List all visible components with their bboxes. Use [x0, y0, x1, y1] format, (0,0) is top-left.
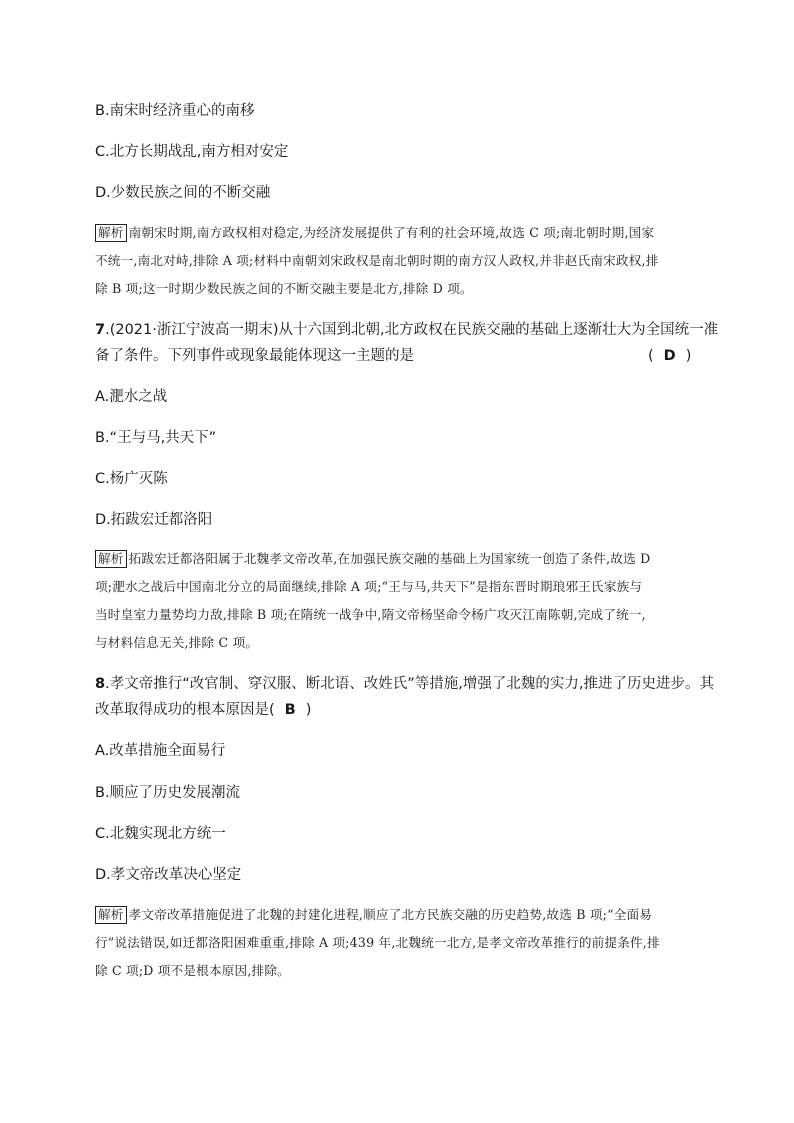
q8-explanation-line-2: 行”说法错误,如迁都洛阳困难重重,排除 A 项;439 年,北魏统一北方,是孝文帝改革推行的前提条件,排	[95, 935, 660, 950]
q7-stem-line-2: 备了条件。下列事件或现象最能体现这一主题的是	[95, 348, 414, 364]
q8-stem-line-2: 改革取得成功的根本原因是( B )	[95, 702, 312, 718]
q7-option-b: B.“王与马,共天下”	[95, 430, 217, 446]
q8-stem-line-1: 8.孝文帝推行“改官制、穿汉服、断北语、改姓氏”等措施,增强了北魏的实力,推进了历史进步。其	[95, 676, 714, 692]
q7-answer-letter: D	[663, 348, 676, 364]
q7-explanation-line-2: 项;淝水之战后中国南北分立的局面继续,排除 A 项;“王与马,共天下”是指东晋时期琅邪王氏家族与	[95, 579, 643, 594]
q8-answer-letter: B	[284, 702, 296, 718]
q7-number: 7	[95, 322, 106, 338]
q7-answer: ( D )	[648, 348, 692, 364]
q7-explanation-line-1: 解析 拓跋宏迁都洛阳属于北魏孝文帝改革,在加强民族交融的基础上为国家统一创造了条件,故选 D	[95, 549, 650, 569]
q6-option-b: B.南宋时经济重心的南移	[95, 103, 255, 119]
q7-option-d: D.拓跋宏迁都洛阳	[95, 512, 213, 528]
q8-option-b: B.顺应了历史发展潮流	[95, 785, 241, 801]
q8-explanation-line-3: 除 C 项;D 项不是根本原因,排除。	[95, 963, 290, 978]
q6-explanation-line-2: 不统一,南北对峙,排除 A 项;材料中南朝刘宋政权是南北朝时期的南方汉人政权,并非赵氏南宋政权,排	[95, 253, 659, 268]
q7-option-c: C.杨广灭陈	[95, 471, 168, 487]
q7-explanation-line-4: 与材料信息无关,排除 C 项。	[95, 635, 259, 650]
explanation-tag: 解析	[95, 550, 127, 568]
q8-option-a: A.改革措施全面易行	[95, 743, 226, 759]
explanation-tag: 解析	[95, 224, 127, 242]
q8-explanation-line-1: 解析 孝文帝改革措施促进了北魏的封建化进程,顺应了北方民族交融的历史趋势,故选 B 项;“全面易	[95, 905, 652, 925]
q6-explanation-line-1: 解析 南朝宋时期,南方政权相对稳定,为经济发展提供了有利的社会环境,故选 C 项;南北朝时期,国家	[95, 223, 654, 243]
q7-option-a: A.淝水之战	[95, 389, 168, 405]
q6-option-c: C.北方长期战乱,南方相对安定	[95, 144, 289, 160]
q8-number: 8	[95, 676, 106, 692]
q6-explanation-line-3: 除 B 项;这一时期少数民族之间的不断交融主要是北方,排除 D 项。	[95, 281, 473, 296]
q7-stem-line-1: 7.(2021·浙江宁波高一期末)从十六国到北朝,北方政权在民族交融的基础上逐渐壮大为全国统一准	[95, 322, 719, 338]
q8-option-d: D.孝文帝改革决心坚定	[95, 867, 242, 883]
q8-option-c: C.北魏实现北方统一	[95, 826, 226, 842]
explanation-tag: 解析	[95, 906, 127, 924]
q6-option-d: D.少数民族之间的不断交融	[95, 185, 271, 201]
q7-explanation-line-3: 当时皇室力量势均力敌,排除 B 项;在隋统一战争中,隋文帝杨坚命令杨广攻灭江南陈朝,完成了统一,	[95, 607, 646, 622]
